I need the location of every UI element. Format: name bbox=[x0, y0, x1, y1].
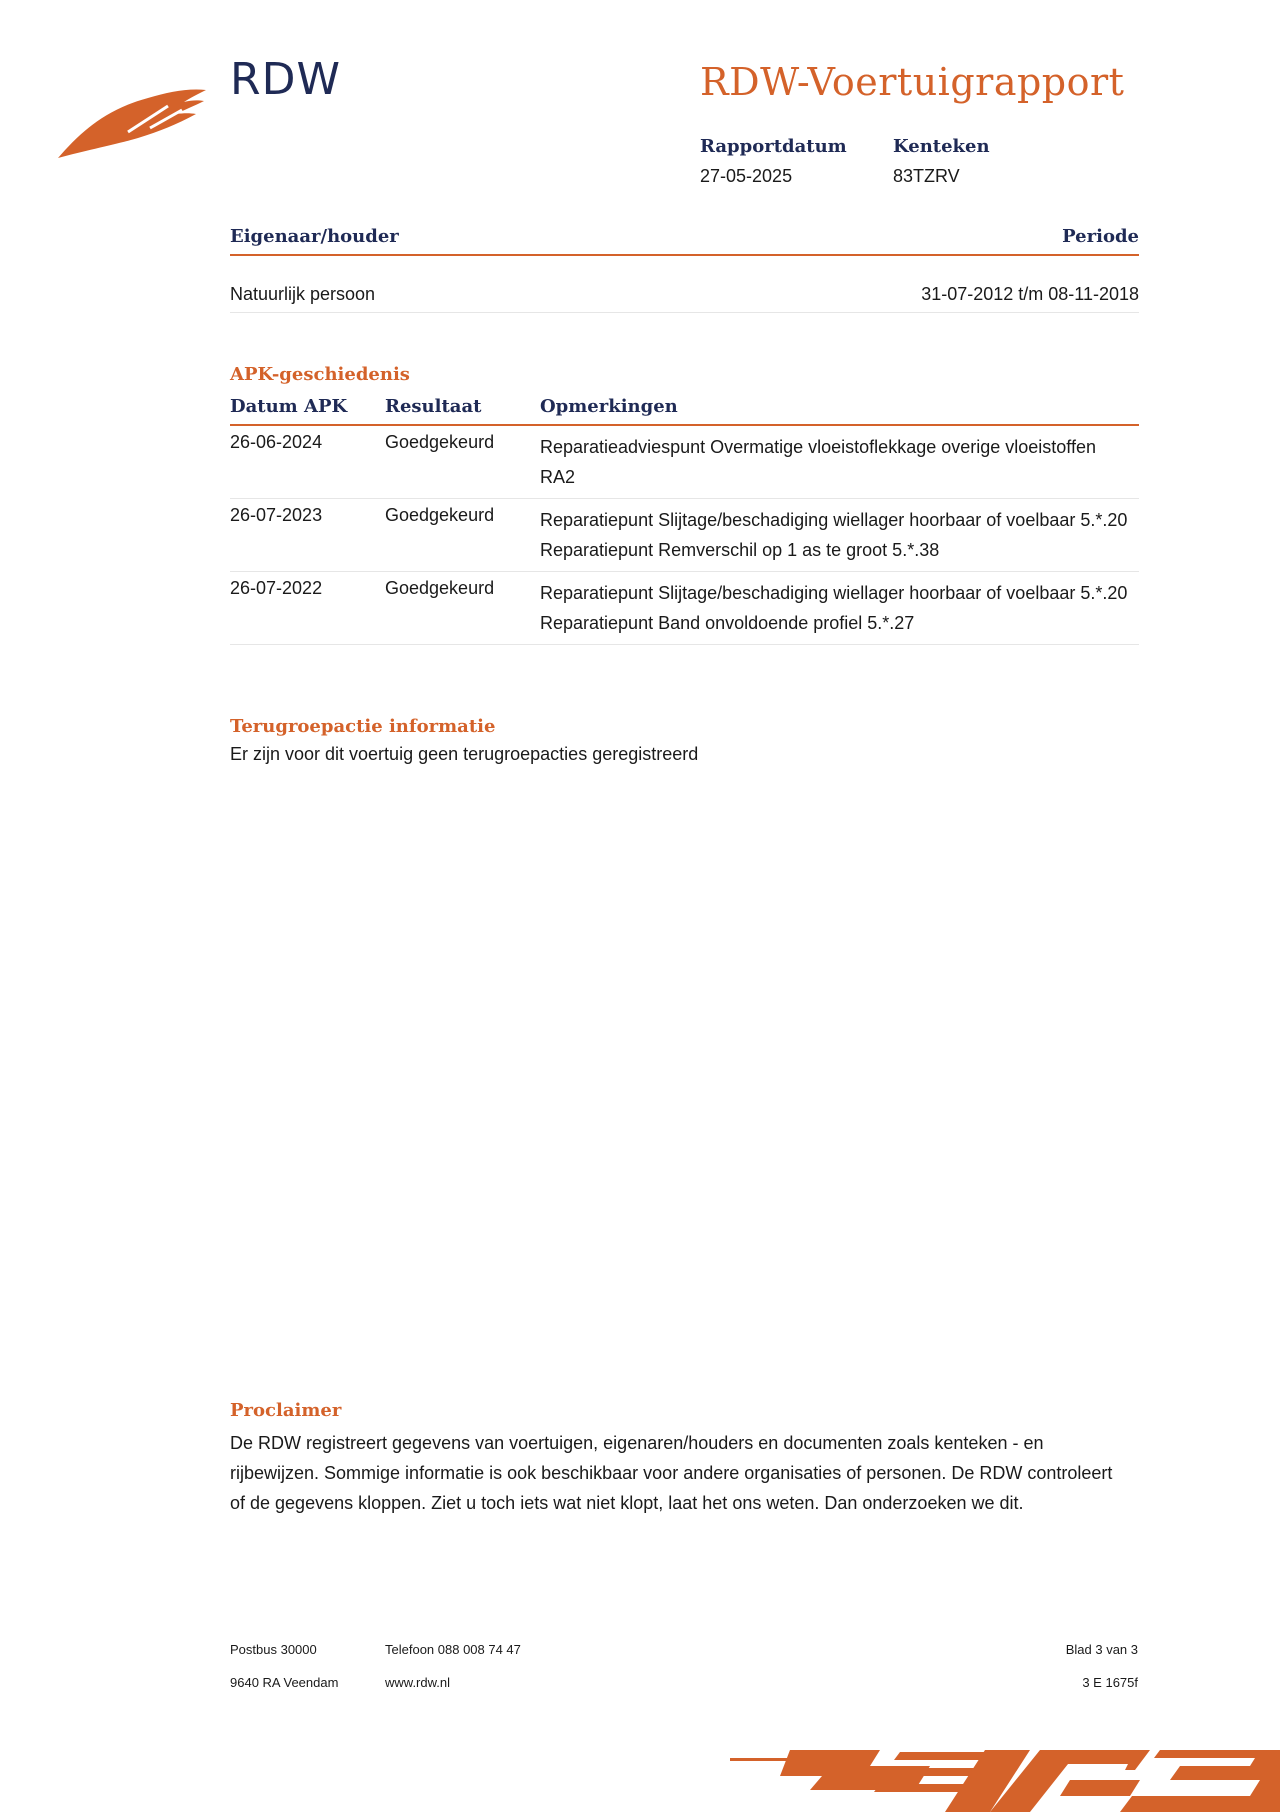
footer-city: 9640 RA Veendam bbox=[230, 1675, 339, 1690]
brand-name: RDW bbox=[230, 54, 341, 105]
table-row bbox=[230, 572, 1139, 645]
apk-remark: Reparatiepunt Band onvoldoende profiel 5.*.27 bbox=[540, 613, 915, 633]
apk-date: 26-06-2024 bbox=[230, 432, 323, 452]
plate-number: 83TZRV bbox=[893, 166, 960, 186]
footer-document-code: 3 E 1675f bbox=[1082, 1675, 1138, 1690]
apk-date: 26-07-2023 bbox=[230, 505, 323, 525]
rdw-feather-logo-icon bbox=[58, 80, 208, 162]
proclaimer-section-title: Proclaimer bbox=[230, 1400, 342, 1421]
owner-row bbox=[230, 276, 1139, 313]
period-label: Periode bbox=[1062, 226, 1139, 247]
report-title: RDW-Voertuigrapport bbox=[700, 60, 1125, 104]
apk-result: Goedgekeurd bbox=[385, 578, 495, 598]
recall-text: Er zijn voor dit voertuig geen terugroepacties geregistreerd bbox=[230, 744, 699, 764]
proclaimer-text: De RDW registreert gegevens van voertuigen, eigenaren/houders en documenten zoals kenteken - en rijbewijzen. Sommige informatie is ook beschikbaar voor andere organisaties of personen. De RDW controleert of de gegevens kloppen. Ziet u toch iets wat niet klopt, laat het ons weten. Dan onderzoeken we dit. bbox=[230, 1433, 1113, 1513]
apk-section-title: APK-geschiedenis bbox=[230, 364, 410, 385]
footer-postbus: Postbus 30000 bbox=[230, 1642, 317, 1657]
table-row bbox=[230, 426, 1139, 499]
apk-col-result-header: Resultaat bbox=[385, 396, 482, 417]
report-date: 27-05-2025 bbox=[700, 166, 793, 186]
apk-col-date-header: Datum APK bbox=[230, 396, 348, 417]
apk-remarks bbox=[540, 430, 1139, 492]
table-row bbox=[230, 499, 1139, 572]
owner-label: Eigenaar/houder bbox=[230, 226, 399, 247]
owner-type: Natuurlijk persoon bbox=[230, 284, 376, 304]
plate-label: Kenteken bbox=[893, 136, 990, 157]
apk-remarks bbox=[540, 503, 1139, 565]
apk-date: 26-07-2022 bbox=[230, 578, 323, 598]
report-date-label: Rapportdatum bbox=[700, 136, 847, 157]
apk-remark: Reparatieadviespunt Overmatige vloeistoflekkage overige vloeistoffen RA2 bbox=[540, 437, 1096, 487]
footer-phone: Telefoon 088 008 74 47 bbox=[385, 1642, 521, 1657]
apk-table-header bbox=[230, 392, 1139, 426]
footer-page-number: Blad 3 van 3 bbox=[1065, 1642, 1138, 1657]
recall-section-title: Terugroepactie informatie bbox=[230, 716, 496, 737]
apk-remark: Reparatiepunt Remverschil op 1 as te groot 5.*.38 bbox=[540, 540, 940, 560]
apk-remark: Reparatiepunt Slijtage/beschadiging wiellager hoorbaar of voelbaar 5.*.20 bbox=[540, 583, 1128, 603]
apk-col-remarks-header: Opmerkingen bbox=[540, 396, 678, 417]
owner-header bbox=[230, 222, 1139, 256]
rdw-stripes-decoration-icon bbox=[730, 1740, 1280, 1812]
apk-remark: Reparatiepunt Slijtage/beschadiging wiellager hoorbaar of voelbaar 5.*.20 bbox=[540, 510, 1128, 530]
owner-period: 31-07-2012 t/m 08-11-2018 bbox=[921, 284, 1139, 304]
apk-result: Goedgekeurd bbox=[385, 505, 495, 525]
footer-website[interactable]: www.rdw.nl bbox=[385, 1675, 451, 1690]
apk-remarks bbox=[540, 576, 1139, 638]
apk-table bbox=[230, 392, 1139, 645]
apk-result: Goedgekeurd bbox=[385, 432, 495, 452]
